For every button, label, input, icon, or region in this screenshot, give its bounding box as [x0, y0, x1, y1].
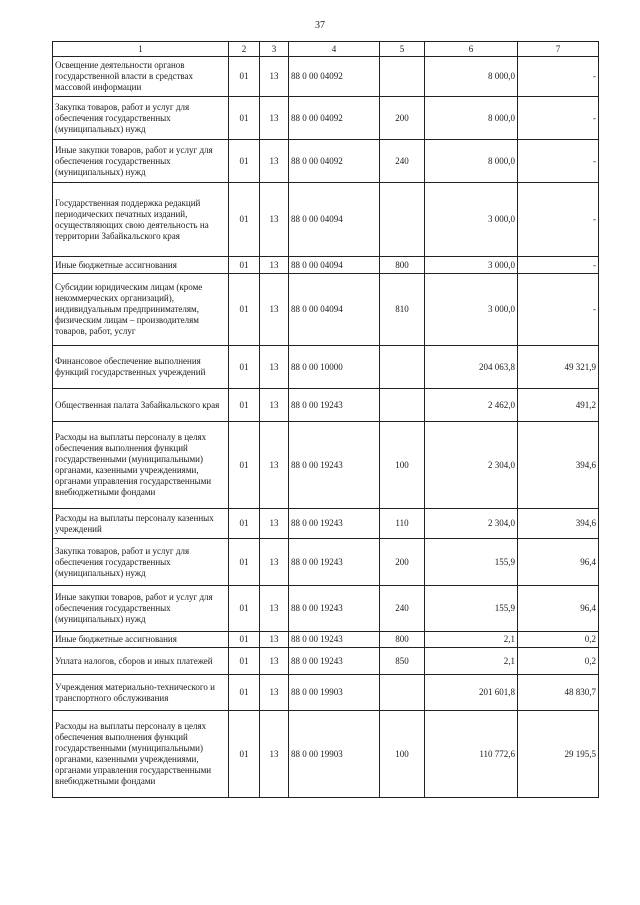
- section-code: 01: [229, 257, 260, 274]
- budget-table: [52, 41, 599, 798]
- section-code: 01: [229, 346, 260, 389]
- subsection-code: 13: [260, 648, 289, 675]
- expense-type-code: 800: [380, 632, 425, 648]
- subsection-code: 13: [260, 675, 289, 711]
- header-row: [53, 42, 599, 57]
- amount-col-6: 3 000,0: [425, 257, 518, 274]
- table-row: [53, 586, 599, 632]
- target-article-code: 88 0 00 04094: [289, 257, 380, 274]
- table-row: [53, 257, 599, 274]
- expense-type-code: 810: [380, 274, 425, 346]
- subsection-code: 13: [260, 711, 289, 798]
- subsection-code: 13: [260, 586, 289, 632]
- target-article-code: 88 0 00 04092: [289, 57, 380, 97]
- section-code: 01: [229, 675, 260, 711]
- amount-col-7: -: [518, 140, 599, 183]
- expense-type-code: 110: [380, 509, 425, 539]
- amount-col-7: 394,6: [518, 422, 599, 509]
- section-code: 01: [229, 97, 260, 140]
- expense-type-code: [380, 389, 425, 422]
- subsection-code: 13: [260, 140, 289, 183]
- expense-type-code: 800: [380, 257, 425, 274]
- table-row: [53, 57, 599, 97]
- amount-col-7: 394,6: [518, 509, 599, 539]
- row-description: Закупка товаров, работ и услуг для обеспечения государственных (муниципальных) нужд: [53, 97, 229, 140]
- amount-col-6: 8 000,0: [425, 57, 518, 97]
- target-article-code: 88 0 00 19243: [289, 648, 380, 675]
- amount-col-6: 2,1: [425, 648, 518, 675]
- amount-col-6: 3 000,0: [425, 274, 518, 346]
- table-row: [53, 97, 599, 140]
- subsection-code: 13: [260, 57, 289, 97]
- row-description: Расходы на выплаты персоналу казенных учреждений: [53, 509, 229, 539]
- target-article-code: 88 0 00 04094: [289, 183, 380, 257]
- section-code: 01: [229, 389, 260, 422]
- amount-col-7: -: [518, 257, 599, 274]
- amount-col-7: 29 195,5: [518, 711, 599, 798]
- amount-col-6: 8 000,0: [425, 140, 518, 183]
- target-article-code: 88 0 00 04094: [289, 274, 380, 346]
- section-code: 01: [229, 539, 260, 586]
- subsection-code: 13: [260, 509, 289, 539]
- amount-col-6: 2 462,0: [425, 389, 518, 422]
- expense-type-code: [380, 675, 425, 711]
- table-row: [53, 140, 599, 183]
- expense-type-code: [380, 346, 425, 389]
- expense-type-code: 240: [380, 140, 425, 183]
- amount-col-6: 3 000,0: [425, 183, 518, 257]
- table-row: [53, 648, 599, 675]
- expense-type-code: 240: [380, 586, 425, 632]
- section-code: 01: [229, 274, 260, 346]
- section-code: 01: [229, 648, 260, 675]
- target-article-code: 88 0 00 10000: [289, 346, 380, 389]
- row-description: Иные бюджетные ассигнования: [53, 632, 229, 648]
- row-description: Иные закупки товаров, работ и услуг для обеспечения государственных (муниципальных) нужд: [53, 586, 229, 632]
- amount-col-7: -: [518, 97, 599, 140]
- amount-col-7: 0,2: [518, 632, 599, 648]
- subsection-code: 13: [260, 632, 289, 648]
- amount-col-6: 110 772,6: [425, 711, 518, 798]
- amount-col-6: 8 000,0: [425, 97, 518, 140]
- table-row: [53, 274, 599, 346]
- column-header: 7: [518, 42, 599, 57]
- amount-col-7: -: [518, 274, 599, 346]
- subsection-code: 13: [260, 183, 289, 257]
- page-number: 37: [315, 20, 325, 31]
- subsection-code: 13: [260, 97, 289, 140]
- target-article-code: 88 0 00 19243: [289, 539, 380, 586]
- table-row: [53, 509, 599, 539]
- expense-type-code: 100: [380, 422, 425, 509]
- column-header: 3: [260, 42, 289, 57]
- expense-type-code: 200: [380, 539, 425, 586]
- expense-type-code: [380, 183, 425, 257]
- table-row: [53, 422, 599, 509]
- target-article-code: 88 0 00 19903: [289, 711, 380, 798]
- section-code: 01: [229, 632, 260, 648]
- subsection-code: 13: [260, 274, 289, 346]
- amount-col-7: 96,4: [518, 586, 599, 632]
- section-code: 01: [229, 183, 260, 257]
- subsection-code: 13: [260, 346, 289, 389]
- row-description: Общественная палата Забайкальского края: [53, 389, 229, 422]
- amount-col-7: 49 321,9: [518, 346, 599, 389]
- amount-col-6: 201 601,8: [425, 675, 518, 711]
- amount-col-6: 204 063,8: [425, 346, 518, 389]
- row-description: Закупка товаров, работ и услуг для обеспечения государственных (муниципальных) нужд: [53, 539, 229, 586]
- target-article-code: 88 0 00 19243: [289, 509, 380, 539]
- expense-type-code: 200: [380, 97, 425, 140]
- row-description: Иные закупки товаров, работ и услуг для обеспечения государственных (муниципальных) нужд: [53, 140, 229, 183]
- row-description: Субсидии юридическим лицам (кроме некоммерческих организаций), индивидуальным предпринимателям, физическим лицам – производителям товаров, работ, услуг: [53, 274, 229, 346]
- amount-col-7: -: [518, 183, 599, 257]
- target-article-code: 88 0 00 19243: [289, 422, 380, 509]
- section-code: 01: [229, 422, 260, 509]
- section-code: 01: [229, 140, 260, 183]
- amount-col-7: 96,4: [518, 539, 599, 586]
- table-row: [53, 632, 599, 648]
- subsection-code: 13: [260, 389, 289, 422]
- table-row: [53, 711, 599, 798]
- column-header: 5: [380, 42, 425, 57]
- amount-col-6: 2,1: [425, 632, 518, 648]
- expense-type-code: [380, 57, 425, 97]
- row-description: Расходы на выплаты персоналу в целях обеспечения выполнения функций государственными (муниципальными) органами, казенными учреждениями, органами управления государственными внебюджетными фондами: [53, 711, 229, 798]
- row-description: Иные бюджетные ассигнования: [53, 257, 229, 274]
- amount-col-6: 2 304,0: [425, 422, 518, 509]
- target-article-code: 88 0 00 19903: [289, 675, 380, 711]
- amount-col-7: 0,2: [518, 648, 599, 675]
- row-description: Учреждения материально-технического и транспортного обслуживания: [53, 675, 229, 711]
- subsection-code: 13: [260, 422, 289, 509]
- column-header: 2: [229, 42, 260, 57]
- column-header: 6: [425, 42, 518, 57]
- table-row: [53, 389, 599, 422]
- amount-col-7: -: [518, 57, 599, 97]
- section-code: 01: [229, 586, 260, 632]
- table-row: [53, 346, 599, 389]
- amount-col-6: 155,9: [425, 586, 518, 632]
- expense-type-code: 100: [380, 711, 425, 798]
- row-description: Государственная поддержка редакций периодических печатных изданий, осуществляющих свою деятельность на территории Забайкальского края: [53, 183, 229, 257]
- table-row: [53, 183, 599, 257]
- column-header: 1: [53, 42, 229, 57]
- amount-col-7: 48 830,7: [518, 675, 599, 711]
- subsection-code: 13: [260, 257, 289, 274]
- row-description: Финансовое обеспечение выполнения функций государственных учреждений: [53, 346, 229, 389]
- amount-col-6: 2 304,0: [425, 509, 518, 539]
- amount-col-6: 155,9: [425, 539, 518, 586]
- target-article-code: 88 0 00 19243: [289, 389, 380, 422]
- target-article-code: 88 0 00 19243: [289, 586, 380, 632]
- target-article-code: 88 0 00 04092: [289, 97, 380, 140]
- row-description: Уплата налогов, сборов и иных платежей: [53, 648, 229, 675]
- section-code: 01: [229, 509, 260, 539]
- table-row: [53, 539, 599, 586]
- row-description: Освещение деятельности органов государственной власти в средствах массовой информации: [53, 57, 229, 97]
- section-code: 01: [229, 57, 260, 97]
- amount-col-7: 491,2: [518, 389, 599, 422]
- column-header: 4: [289, 42, 380, 57]
- target-article-code: 88 0 00 19243: [289, 632, 380, 648]
- section-code: 01: [229, 711, 260, 798]
- subsection-code: 13: [260, 539, 289, 586]
- row-description: Расходы на выплаты персоналу в целях обеспечения выполнения функций государственными (муниципальными) органами, казенными учреждениями, органами управления государственными внебюджетными фондами: [53, 422, 229, 509]
- target-article-code: 88 0 00 04092: [289, 140, 380, 183]
- table-row: [53, 675, 599, 711]
- expense-type-code: 850: [380, 648, 425, 675]
